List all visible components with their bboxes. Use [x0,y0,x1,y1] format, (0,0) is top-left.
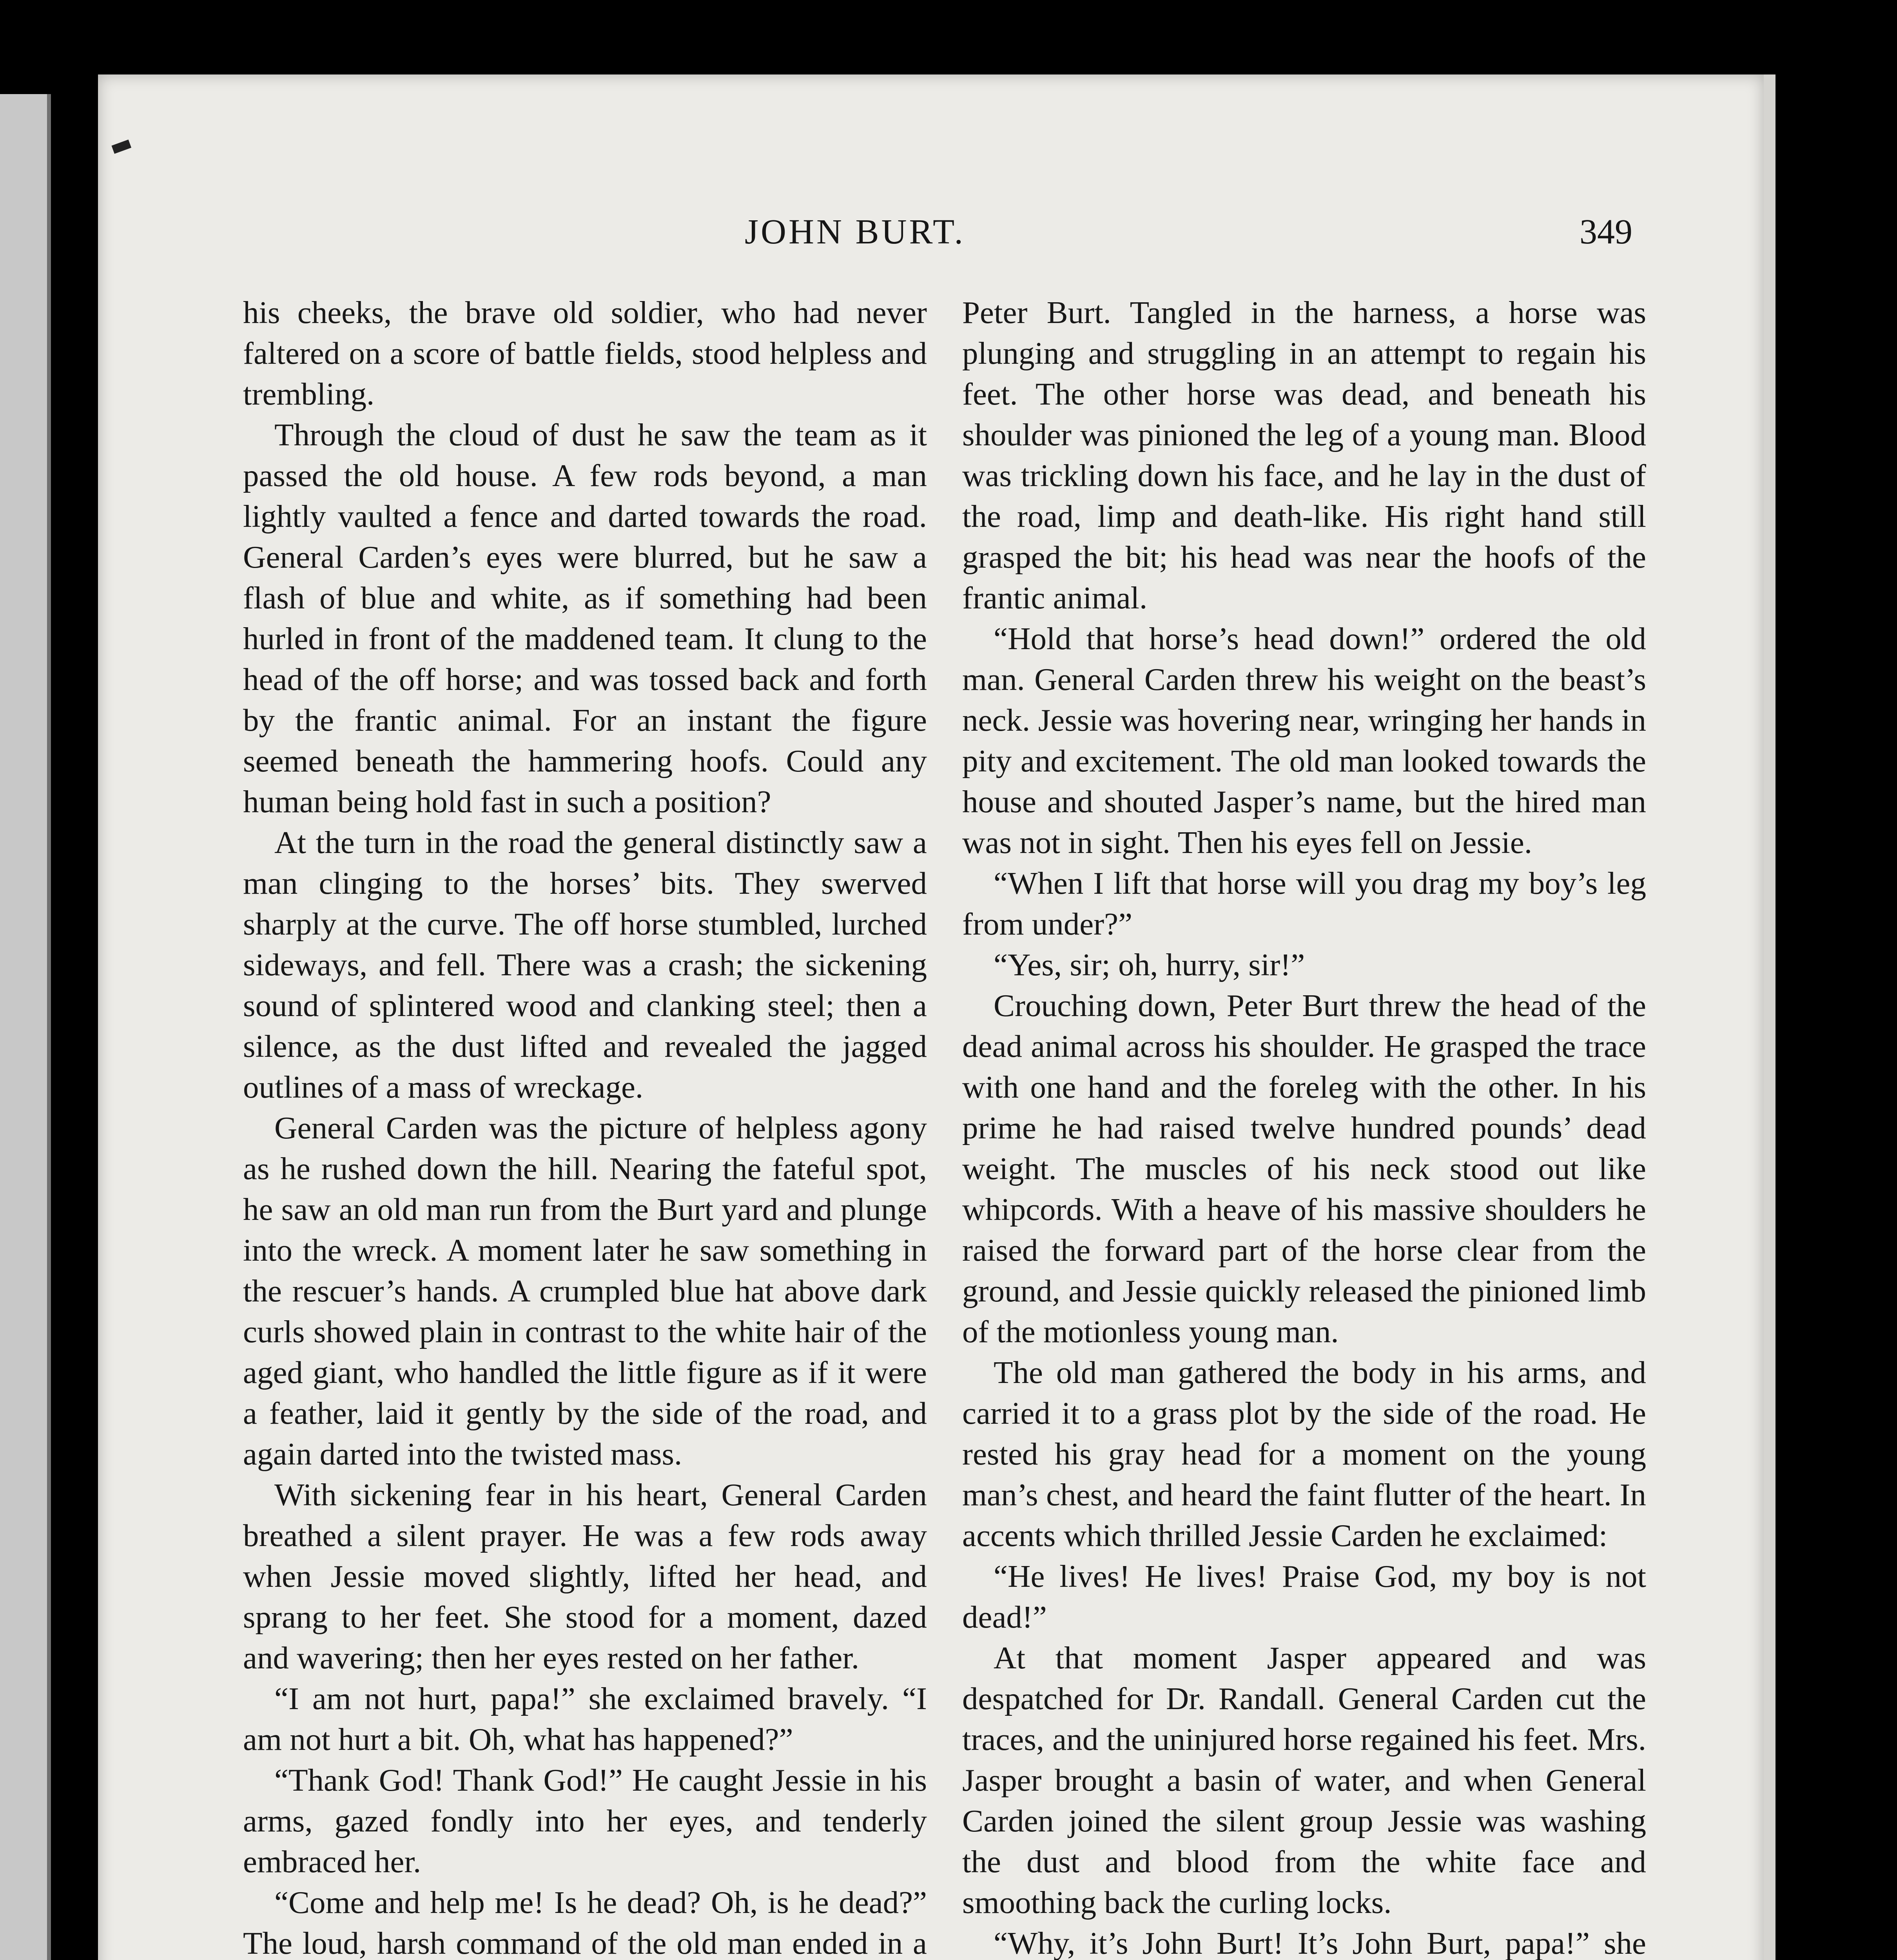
paragraph: “Why, it’s John Burt! It’s John Burt, papa!” she [994,1926,1646,1960]
paragraph: “Hold that horse’s head down!” ordered the old man. General Carden threw his weight on the beast’s neck. Jessie was hovering near, wringing her hands in pity and excitement. The old man looked towards the house and shouted Jasper’s name, but the hired man was not in sight. Then his eyes fell on Jessie. [962,621,1646,860]
paragraph: “Thank God! Thank God!” He caught Jessie in his arms, gazed fondly into her eyes, and tenderly embraced her. [243,1762,927,1879]
adjacent-page-edge [0,94,51,1960]
paragraph: “I am not hurt, papa!” she exclaimed bravely. “I am not hurt a bit. Oh, what has happened?” [243,1681,927,1757]
paragraph: “Yes, sir; oh, hurry, sir!” [994,947,1305,982]
left-column [243,292,927,1960]
paragraph: At that moment Jasper appeared and was despatched for Dr. Randall. General Carden cut the traces, and the uninjured horse regained his feet. Mrs. Jasper brought a basin of water, and when General Carden joined the silent group Jessie was washing the dust and blood from the white face and smoothing back the curling locks. [962,1640,1646,1920]
paragraph: his cheeks, the brave old soldier, who had never faltered on a score of battle fields, stood helpless and trembling. [243,295,927,412]
paragraph: “Come and help me! Is he dead? Oh, is he dead?” The loud, harsh command of the old man ended in a [243,1885,927,1960]
paragraph: With sickening fear in his heart, General Carden breathed a silent prayer. He was a few rods away when Jessie moved slightly, lifted her head, and sprang to her feet. She stood for a moment, dazed and wavering; then her eyes rested on her father. [243,1477,927,1675]
page-number: 349 [1580,212,1632,251]
paragraph: “When I lift that horse will you drag my boy’s leg from under?” [962,866,1646,942]
paragraph: “He lives! He lives! Praise God, my boy is not dead!” [962,1559,1646,1635]
paragraph: The old man gathered the body in his arms, and carried it to a grass plot by the side of the road. He rested his gray head for a moment on the young man’s chest, and heard the faint flutter of the heart. In accents which thrilled Jessie Carden he exclaimed: [962,1355,1646,1553]
paragraph: General Carden was the picture of helpless agony as he rushed down the hill. Nearing the fateful spot, he saw an old man run from the Burt yard and plunge into the wreck. A moment later he saw something in the rescuer’s hands. A crumpled blue hat above dark curls showed plain in contrast to the white hair of the aged giant, who handled the little figure as if it were a feather, laid it gently by the side of the road, and again darted into the twisted mass. [243,1110,927,1472]
ink-mark: ▬ [105,128,136,162]
paragraph: Peter Burt. Tangled in the harness, a horse was plunging and struggling in an attempt to regain his feet. The other horse was dead, and beneath his shoulder was pinioned the leg of a young man. Blood was trickling down his face, and he lay in the dust of the road, limp and death-like. His right hand still grasped the bit; his head was near the hoofs of the frantic animal. [962,295,1646,615]
right-column [962,292,1646,1960]
running-title: JOHN BURT. [745,212,965,251]
paragraph: At the turn in the road the general distinctly saw a man clinging to the horses’ bits. They swerved sharply at the curve. The off horse stumbled, lurched sideways, and fell. There was a crash; the sickening sound of splintered wood and clanking steel; then a silence, as the dust lifted and revealed the jagged outlines of a mass of wreckage. [243,825,927,1105]
paragraph: Crouching down, Peter Burt threw the head of the dead animal across his shoulder. He grasped the trace with one hand and the foreleg with the other. In his prime he had raised twelve hundred pounds’ dead weight. The muscles of his neck stood out like whipcords. With a heave of his massive shoulders he raised the forward part of the horse clear from the ground, and Jessie quickly released the pinioned limb of the motionless young man. [962,988,1646,1349]
paragraph: Through the cloud of dust he saw the team as it passed the old house. A few rods beyond, a man lightly vaulted a fence and darted towards the road. General Carden’s eyes were blurred, but he saw a flash of blue and white, as if something had been hurled in front of the maddened team. It clung to the head of the off horse; and was tossed back and forth by the frantic animal. For an instant the figure seemed beneath the hammering hoofs. Could any human being hold fast in such a position? [243,417,927,819]
